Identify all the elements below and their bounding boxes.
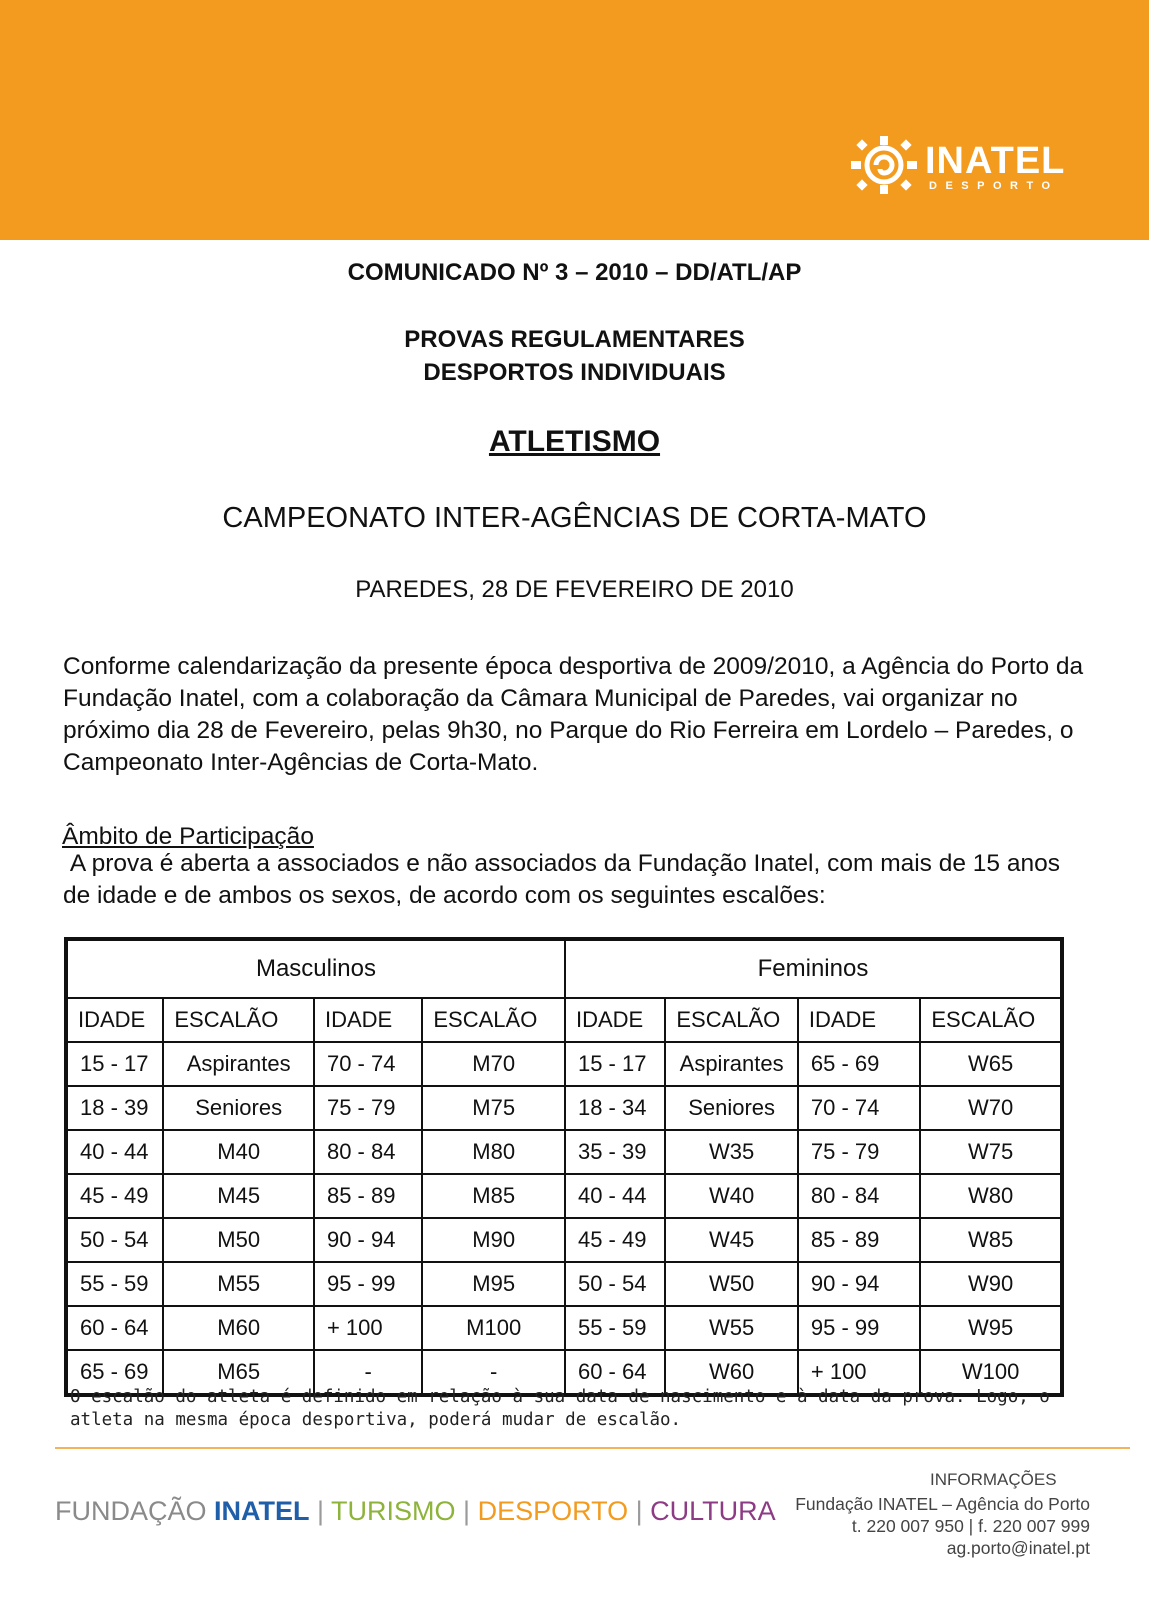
sport-title-text: ATLETISMO <box>488 425 661 458</box>
contact-info <box>795 1493 1090 1559</box>
category-cell: W100 <box>920 1350 1062 1395</box>
championship-title: CAMPEONATO INTER-AGÊNCIAS DE CORTA-MATO <box>222 502 927 534</box>
category-cell: W75 <box>920 1130 1062 1174</box>
brand-fundacao: FUNDAÇÃO <box>55 1496 215 1526</box>
category-cell: W90 <box>920 1262 1062 1306</box>
category-cell: W35 <box>665 1130 798 1174</box>
category-cell: M70 <box>422 1042 565 1086</box>
category-cell: M65 <box>163 1350 314 1395</box>
category-cell: W50 <box>665 1262 798 1306</box>
age-cell: 90 - 94 <box>314 1218 422 1262</box>
category-cell: Seniores <box>163 1086 314 1130</box>
category-cell: W65 <box>920 1042 1062 1086</box>
group-female: Femininos <box>565 939 1062 998</box>
category-cell: M40 <box>163 1130 314 1174</box>
age-cell: 55 - 59 <box>565 1306 665 1350</box>
provas-line-2: DESPORTOS INDIVIDUAIS <box>423 359 726 386</box>
age-cell: 80 - 84 <box>798 1174 920 1218</box>
brand-turismo: TURISMO <box>331 1496 456 1526</box>
age-cell: 65 - 69 <box>798 1042 920 1086</box>
category-cell: W60 <box>665 1350 798 1395</box>
sun-spiral-icon <box>851 136 917 194</box>
info-agency: Fundação INATEL – Agência do Porto <box>795 1494 1090 1514</box>
category-cell: W55 <box>665 1306 798 1350</box>
age-cell: - <box>314 1350 422 1395</box>
age-cell: 75 - 79 <box>798 1130 920 1174</box>
table-row <box>66 1262 1062 1306</box>
category-cell: M90 <box>422 1218 565 1262</box>
category-cell: W70 <box>920 1086 1062 1130</box>
header-banner <box>0 0 1149 240</box>
age-cell: 95 - 99 <box>798 1306 920 1350</box>
table-note: O escalão do atleta é definido em relação à sua data de nascimento e à data da prova. Logo, o atleta na mesma época desportiva, poderá mudar de escalão. <box>70 1387 1050 1430</box>
column-header: IDADE <box>798 998 920 1042</box>
table-row <box>66 1130 1062 1174</box>
brand-desporto: DESPORTO <box>477 1496 629 1526</box>
age-cell: 40 - 44 <box>66 1130 163 1174</box>
brand-separator: | <box>309 1496 332 1526</box>
age-cell: + 100 <box>314 1306 422 1350</box>
brand-separator: | <box>628 1496 651 1526</box>
column-header: IDADE <box>314 998 422 1042</box>
logo-word: INATEL <box>925 140 1066 182</box>
age-cell: + 100 <box>798 1350 920 1395</box>
age-cell: 75 - 79 <box>314 1086 422 1130</box>
category-cell: M50 <box>163 1218 314 1262</box>
table-header-row <box>66 998 1062 1042</box>
age-cell: 18 - 39 <box>66 1086 163 1130</box>
age-cell: 85 - 89 <box>798 1218 920 1262</box>
footer-divider <box>55 1447 1130 1449</box>
category-cell: M95 <box>422 1262 565 1306</box>
provas-line-1: PROVAS REGULAMENTARES <box>404 326 745 353</box>
table-row <box>66 1306 1062 1350</box>
age-cell: 50 - 54 <box>565 1262 665 1306</box>
age-cell: 45 - 49 <box>565 1218 665 1262</box>
brand-cultura: CULTURA <box>650 1496 776 1526</box>
column-header: ESCALÃO <box>422 998 565 1042</box>
age-cell: 65 - 69 <box>66 1350 163 1395</box>
age-cell: 15 - 17 <box>66 1042 163 1086</box>
column-header: IDADE <box>565 998 665 1042</box>
table-row <box>66 1086 1062 1130</box>
category-cell: M75 <box>422 1086 565 1130</box>
category-cell: Aspirantes <box>163 1042 314 1086</box>
category-cell: M45 <box>163 1174 314 1218</box>
sport-title <box>0 425 1149 459</box>
category-cell: M55 <box>163 1262 314 1306</box>
age-cell: 60 - 64 <box>565 1350 665 1395</box>
category-cell: Aspirantes <box>665 1042 798 1086</box>
category-cell: W45 <box>665 1218 798 1262</box>
provas-heading <box>0 323 1149 389</box>
column-header: ESCALÃO <box>163 998 314 1042</box>
category-cell: - <box>422 1350 565 1395</box>
column-header: ESCALÃO <box>920 998 1062 1042</box>
category-cell: M60 <box>163 1306 314 1350</box>
age-cell: 95 - 99 <box>314 1262 422 1306</box>
age-cell: 85 - 89 <box>314 1174 422 1218</box>
group-male: Masculinos <box>66 939 565 998</box>
age-cell: 60 - 64 <box>66 1306 163 1350</box>
category-cell: M85 <box>422 1174 565 1218</box>
logo-subtitle: DESPORTO <box>929 180 1059 192</box>
categories-table <box>64 937 1064 1397</box>
category-cell: Seniores <box>665 1086 798 1130</box>
category-cell: W85 <box>920 1218 1062 1262</box>
intro-paragraph: Conforme calendarização da presente época desportiva de 2009/2010, a Agência do Porto da Fundação Inatel, com a colaboração da Câmara Municipal de Paredes, vai organizar no próximo dia 28 de Fevereiro, pelas 9h30, no Parque do Rio Ferreira em Lordelo – Paredes, o Campeonato Inter-Agências de Corta-Mato. <box>63 653 1084 776</box>
communique-title: COMUNICADO Nº 3 – 2010 – DD/ATL/AP <box>347 259 802 286</box>
age-cell: 55 - 59 <box>66 1262 163 1306</box>
info-phone-fax: t. 220 007 950 | f. 220 007 999 <box>851 1516 1090 1536</box>
category-cell: M100 <box>422 1306 565 1350</box>
age-cell: 15 - 17 <box>565 1042 665 1086</box>
age-cell: 70 - 74 <box>314 1042 422 1086</box>
table-group-row <box>66 939 1062 998</box>
table-row <box>66 1174 1062 1218</box>
category-cell: M80 <box>422 1130 565 1174</box>
category-cell: W80 <box>920 1174 1062 1218</box>
age-cell: 18 - 34 <box>565 1086 665 1130</box>
place-date: PAREDES, 28 DE FEVEREIRO DE 2010 <box>355 576 794 603</box>
footer-brand <box>55 1496 776 1527</box>
age-cell: 70 - 74 <box>798 1086 920 1130</box>
age-cell: 35 - 39 <box>565 1130 665 1174</box>
age-cell: 40 - 44 <box>565 1174 665 1218</box>
section-title: Âmbito de Participação <box>62 823 314 850</box>
section-paragraph <box>63 848 1093 912</box>
brand-separator: | <box>455 1496 478 1526</box>
section-text: A prova é aberta a associados e não associados da Fundação Inatel, com mais de 15 anos de idade e de ambos os sexos, de acordo com os seguintes escalões: <box>63 850 1060 909</box>
age-cell: 90 - 94 <box>798 1262 920 1306</box>
category-cell: W40 <box>665 1174 798 1218</box>
brand-inatel: INATEL <box>214 1496 310 1526</box>
inatel-logo <box>851 136 1081 198</box>
age-cell: 80 - 84 <box>314 1130 422 1174</box>
table-row <box>66 1218 1062 1262</box>
category-cell: W95 <box>920 1306 1062 1350</box>
column-header: IDADE <box>66 998 163 1042</box>
info-email: ag.porto@inatel.pt <box>946 1538 1090 1558</box>
info-title: INFORMAÇÕES <box>930 1470 1057 1489</box>
age-cell: 45 - 49 <box>66 1174 163 1218</box>
table-row <box>66 1042 1062 1086</box>
age-cell: 50 - 54 <box>66 1218 163 1262</box>
column-header: ESCALÃO <box>665 998 798 1042</box>
